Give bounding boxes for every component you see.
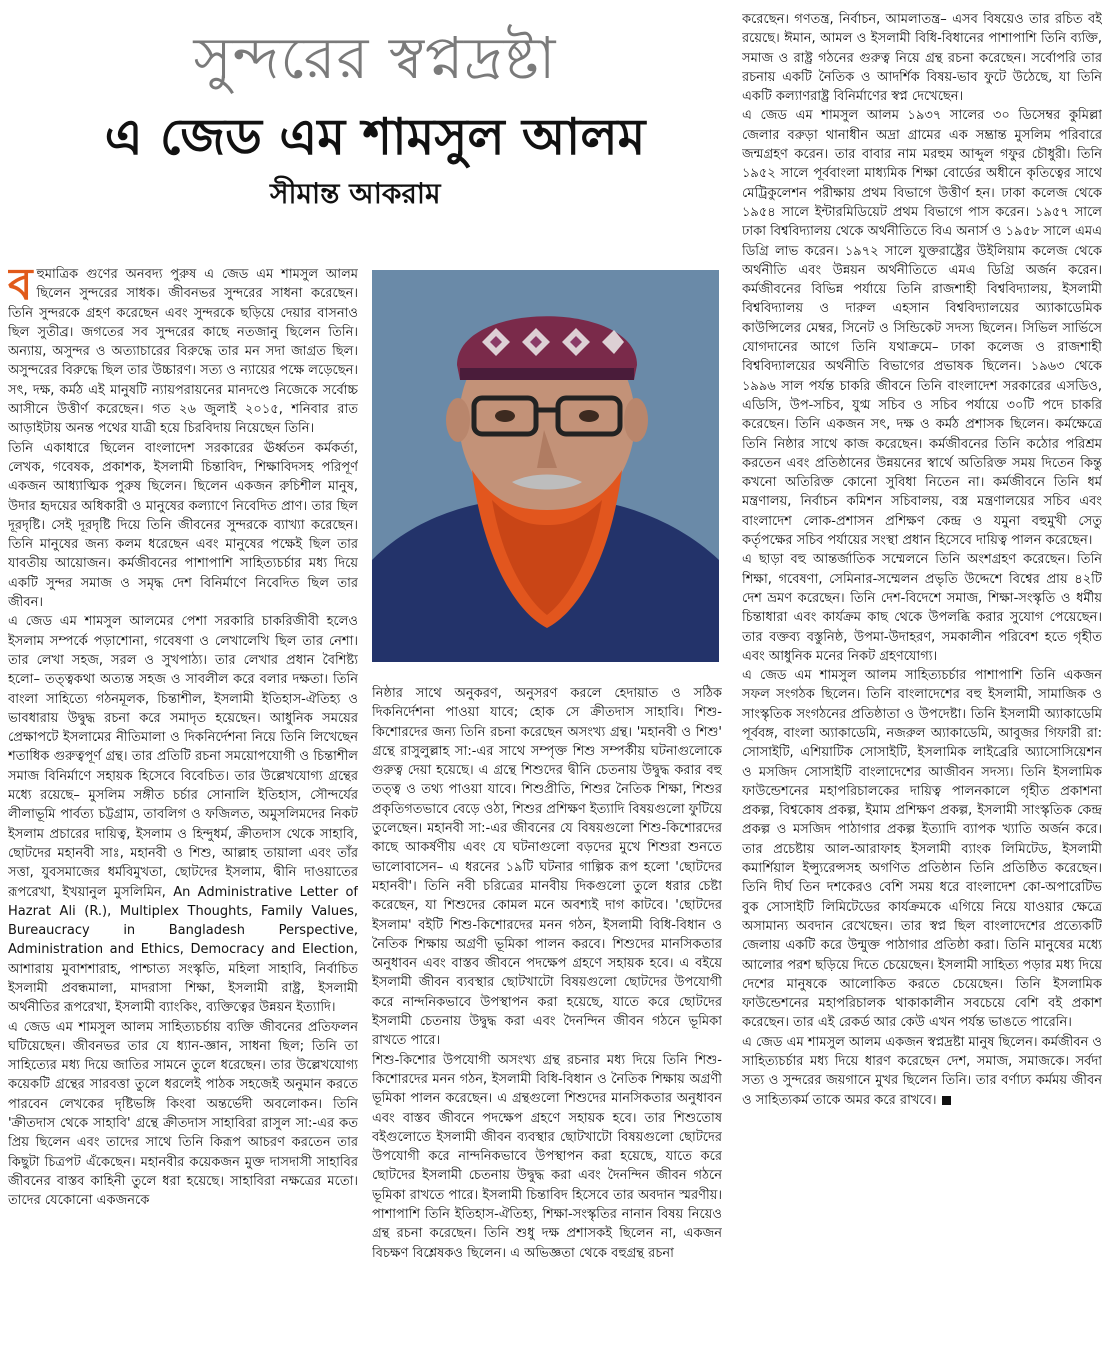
article-column-1 [8, 265, 358, 1360]
article-paragraph: এ জেড এম শামসুল আলম সাহিত্যচর্চায় ব্যক্তি জীবনের প্রতিফলন ঘটিয়েছেন। জীবনভর তার যে ধ্যান-জ্ঞান, সাধনা ছিল; তিনি তা সাহিত্যের মধ্য দিয়ে জাতির সামনে তুলে ধরেছেন। তার উল্লেখযোগ্য কয়েকটি গ্রন্থের সারবত্তা তুলে ধরলেই পাঠক সহজেই অনুমান করতে পারবেন লেখকের দৃষ্টিভঙ্গি কিংবা অন্তর্ভেদী অবলোকন। তিনি 'ক্রীতদাস থেকে সাহাবি' গ্রন্থে ক্রীতদাস সাহাবিরা রাসুল সা:-এর কত প্রিয় ছিলেন এবং তাদের সাথে তিনি কিরূপ আচরণ করতেন তার কিছুটা চিত্রপট এঁকেছেন। মহানবীর কয়েকজন মুক্ত দাসদাসী সাহাবির জীবনের বাস্তব কাহিনী তুলে ধরা হয়েছে। সাহাবিরা নক্ষত্রের মতো। তাদের যেকোনো একজনকে [8, 1019, 358, 1209]
article-paragraph: করেছেন। গণতন্ত্র, নির্বাচন, আমলাতন্ত্র– এসব বিষয়েও তার রচিত বই রয়েছে। ঈমান, আমল ও ইসলামী বিধি-বিধানের পাশাপাশি তিনি ব্যক্তি, সমাজ ও রাষ্ট্র গঠনের গুরুত্ব নিয়ে গ্রন্থ রচনা করেছেন। সর্বোপরি তার রচনায় একটি নৈতিক ও আদর্শিক বিষয়-ভাব ফুটে উঠেছে, যা তিনি একটি কল্যাণরাষ্ট্র বিনির্মাণের স্বপ্ন দেখেছেন। [742, 12, 1102, 105]
article-paragraph: এ জেড এম শামসুল আলম সাহিত্যচর্চার পাশাপাশি তিনি একজন সফল সংগঠক ছিলেন। তিনি বাংলাদেশের বহু ইসলামী, সামাজিক ও সাংস্কৃতিক সংগঠনের প্রতিষ্ঠাতা ও উপদেষ্টা। তিনি ইসলামী অ্যাকাডেমি পূর্ববঙ্গ, বাংলা অ্যাকাডেমি, নজরুল অ্যাকাডেমি, আবুজর গিফারী রা: সোসাইটি, এশিয়াটিক সোসাইটি, ইসলামিক লাইব্রেরি অ্যাসোসিয়েশন ও মসজিদ সোসাইটি বাংলাদেশের আজীবন সদস্য। তিনি ইসলামিক ফাউন্ডেশনের মহাপরিচালকের দায়িত্ব পালনকালে গৃহীত প্রকাশনা প্রকল্প, বিশ্বকোষ প্রকল্প, ইমাম প্রশিক্ষণ প্রকল্প, ইসলামী সাংস্কৃতিক কেন্দ্র প্রকল্প ও মসজিদ পাঠাগার প্রকল্প ইত্যাদি ব্যাপক খ্যাতি অর্জন করে। তার প্রচেষ্টায় আল-আরাফাহ ইসলামী ব্যাংক লিমিটেড, ইসলামী কমার্শিয়াল ইন্স্যুরেন্সসহ অগণিত প্রতিষ্ঠান তিনি প্রতিষ্ঠিত করেছেন। তিনি দীর্ঘ তিন দশকেরও বেশি সময় ধরে বাংলাদেশ কো-অপারেটিভ বুক সোসাইটি লিমিটেডের কার্যক্রমকে এগিয়ে নিয়ে যাওয়ার ক্ষেত্রে অসামান্য অবদান রেখেছেন। তার স্বপ্ন ছিল বাংলাদেশের প্রত্যেকটি জেলায় একটি করে উন্মুক্ত পাঠাগার প্রতিষ্ঠা করা। তিনি মানুষের মধ্যে আলোর পরশ ছড়িয়ে দিতে চেয়েছেন। ইসলামী সাহিত্য পড়ার মধ্য দিয়ে দেশের মানুষকে আলোকিত করতে চেয়েছেন। তিনি ইসলামিক ফাউন্ডেশনের মহাপরিচালক থাকাকালীন সবচেয়ে বেশি বই প্রকাশ করেছেন। তার এই রেকর্ড আর কেউ এখন পর্যন্ত ভাঙতে পারেনি। [742, 668, 1102, 1031]
article-paragraph: নিষ্ঠার সাথে অনুকরণ, অনুসরণ করলে হেদায়াত ও সঠিক দিকনির্দেশনা পাওয়া যাবে; হোক সে ক্রীতদাস সাহাবি। শিশু-কিশোরদের জন্য তিনি রচনা করেছেন অসংখ্য গ্রন্থ। 'মহানবী ও শিশু' গ্রন্থে রাসুলুল্লাহ সা:-এর সাথে সম্পৃক্ত শিশু সম্পর্কীয় ঘটনাগুলোকে গুরুত্ব দেয়া হয়েছে। এ গ্রন্থে শিশুদের দ্বীনি চেতনায় উদ্বুদ্ধ করার বহু তত্ত্ব ও তথ্য পাওয়া যাবে। শিশুপ্রীতি, শিশুর নৈতিক শিক্ষা, শিশুর প্রকৃতিগতভাবে বেড়ে ওঠা, শিশুর প্রশিক্ষণ ইত্যাদি বিষয়গুলো ফুটিয়ে তুলেছেন। মহানবী সা:-এর জীবনের যে বিষয়গুলো শিশু-কিশোরদের কাছে আকর্ষণীয় এবং যে ঘটনাগুলো বড়দের মুখে শিশুরা শুনতে ভালোবাসেন– এ ধরনের ১৯টি ঘটনার গাল্পিক রূপ হলো 'ছোটদের মহানবী'। তিনি নবী চরিত্রের মানবীয় দিকগুলো তুলে ধরার চেষ্টা করেছেন, যা শিশুদের কোমল মনে অবশ্যই দাগ কাটবে। 'ছোটদের ইসলাম' বইটি শিশু-কিশোরদের মনন গঠন, ইসলামী বিধি-বিধান ও নৈতিক শিক্ষায় অগ্রণী ভূমিকা পালন করবে। শিশুদের মানসিকতার অনুধাবন এবং বাস্তব জীবনে পদক্ষেপ গ্রহণে সহায়ক হবে। এ বইয়ে ইসলামী জীবন ব্যবস্থার ছোটখাটো বিষয়গুলো ছোটদের উপযোগী করে নান্দনিকভাবে উপস্থাপন করা হয়েছে, যাতে করে ছোটদের ইসলামী চেতনায় উদ্বুদ্ধ করা এবং দৈনন্দিন জীবন গঠনে ভূমিকা রাখতে পারে। [372, 686, 722, 1049]
article-paragraph: বহুমাত্রিক গুণের অনবদ্য পুরুষ এ জেড এম শামসুল আলম ছিলেন সুন্দরের সাধক। জীবনভর সুন্দরের সাধনা করেছেন। তিনি সুন্দরকে গ্রহণ করেছেন এবং সুন্দরকে ছড়িয়ে দেয়ার বাসনাও ছিল সুতীব্র। জগতের সব সুন্দরের কাছে নতজানু ছিলেন তিনি। অন্যায়, অসুন্দর ও অত্যাচারের বিরুদ্ধে তার মন সদা জাগ্রত ছিল। অসুন্দরের বিরুদ্ধে ছিল তার উচ্চারণ। সত্য ও ন্যায়ের পক্ষে লড়েছেন। সৎ, দক্ষ, কর্মঠ এই মানুষটি ন্যায়পরায়নের মানদণ্ডে নিজেকে সর্বোচ্চ আসীনে উত্তীর্ণ করেছেন। গত ২৬ জুলাই ২০১৫, শনিবার রাত আড়াইটায় অনন্ত পথের যাত্রী হয়ে চিরবিদায় নিয়েছেন তিনি। [8, 265, 358, 437]
article-column-2 [372, 684, 722, 1360]
portrait-photo [372, 270, 719, 662]
article-paragraph: এ জেড এম শামসুল আলমের পেশা সরকারি চাকরিজীবী হলেও ইসলাম সম্পর্কে পড়াশোনা, গবেষণা ও লেখালেখি ছিল তার নেশা। তার লেখা সহজ, সরল ও সুখপাঠ্য। তার লেখার প্রধান বৈশিষ্ট্য হলো– তত্ত্বকথা অত্যন্ত সহজ ও সাবলীল করে বলার দক্ষতা। তিনি বাংলা সাহিত্যে গঠনমূলক, চিন্তাশীল, ইসলামী ইতিহাস-ঐতিহ্য ও ভাবধারায় উদ্বুদ্ধ রচনা করে সমাদৃত হয়েছেন। আধুনিক সময়ের প্রেক্ষাপটে ইসলামের নীতিমালা ও দিকনির্দেশনা নিয়ে তিনি লিখেছেন শতাধিক গুরুত্বপূর্ণ গ্রন্থ। তার প্রতিটি রচনা সময়োপযোগী ও চিন্তাশীল সমাজ বিনির্মাণে সহায়ক হিসেবে বিবেচিত। তার উল্লেখযোগ্য গ্রন্থের মধ্যে রয়েছে– মুসলিম সঙ্গীত চর্চার সোনালি ইতিহাস, সৌন্দর্যের লীলাভূমি পার্বত্য চট্টগ্রাম, তাবলিগ ও ফজিলত, অমুসলিমদের নিকট ইসলাম প্রচারের দায়িত্ব, ইসলাম ও হিন্দুধর্ম, ক্রীতদাস থেকে সাহাবি, ছোটদের মহানবী সাঃ, মহানবী ও শিশু, আল্লাহ তায়ালা এবং তাঁর সত্তা, যুবসমাজের ধর্মবিমুখতা, ছোটদের ইসলাম, দ্বীনি দাওয়াতের রূপরেখা, ইখয়ানুল মুসলিমিন, An Administrative Letter of Hazrat Ali (R.), Multiplex Thoughts, Family Values, Bureaucracy in Bangladesh Perspective, Administration and Ethics, Democracy and Election, আশারায় মুবাশশারাহ, পাশ্চাত্য সংস্কৃতি, মহিলা সাহাবি, নির্বাচিত ইসলামী প্রবন্ধমালা, মাদরাসা শিক্ষা, ইসলামী রাষ্ট্র, ইসলামী অর্থনীতির রূপরেখা, ইসলামী ব্যাংকিং, ব্যক্তিত্বের উন্নয়ন ইত্যাদি। [8, 614, 358, 1016]
article-paragraph: এ ছাড়া বহু আন্তর্জাতিক সম্মেলনে তিনি অংশগ্রহণ করেছেন। তিনি শিক্ষা, গবেষণা, সেমিনার-সম্মেলন প্রভৃতি উদ্দেশে বিশ্বের প্রায় ৪২টি দেশ ভ্রমণ করেছেন। তিনি দেশ-বিদেশে সমাজ, শিক্ষা-সংস্কৃতি ও ধর্মীয় চিন্তাধারা এবং কার্যক্রম কাছ থেকে উপলব্ধি করার সুযোগ পেয়েছেন। তার বক্তব্য বস্তুনিষ্ঠ, উপমা-উদাহরণ, সমকালীন পরিবেশ হতে গৃহীত এবং আধুনিক মনের নিকট গ্রহণযোগ্য। [742, 552, 1102, 664]
dropcap-letter: ব [8, 265, 33, 310]
article-title-line-2: এ জেড এম শামসুল আলম [104, 108, 646, 166]
article-paragraph: তিনি একাধারে ছিলেন বাংলাদেশ সরকারের ঊর্ধ্বতন কর্মকর্তা, লেখক, গবেষক, প্রকাশক, ইসলামী চিন্তাবিদ, শিক্ষাবিদসহ পরিপূর্ণ একজন আধ্যাত্মিক পুরুষ ছিলেন। ছিলেন একজন রুচিশীল মানুষ, উদার হৃদয়ের অধিকারী ও মানুষের কল্যাণে নিবেদিত প্রাণ। তার ছিল দূরদৃষ্টি। সেই দূরদৃষ্টি দিয়ে তিনি জীবনের সুন্দরকে ব্যাখ্যা করেছেন। তিনি মানুষের জন্য কলম ধরেছেন এবং মানুষের পক্ষেই ছিল তার যাবতীয় আয়োজন। কর্মজীবনের পাশাপাশি সাহিত্যচর্চার মধ্য দিয়ে একটি সুন্দর সমাজ ও সমৃদ্ধ দেশ বিনির্মাণে নিবেদিত ছিল তার জীবন। [8, 440, 358, 611]
article-headline [30, 18, 720, 172]
article-paragraph: এ জেড এম শামসুল আলম ১৯৩৭ সালের ৩০ ডিসেম্বর কুমিল্লা জেলার বরুড়া থানাধীন অদ্রা গ্রামের এক সম্ভ্রান্ত মুসলিম পরিবারে জন্মগ্রহণ করেন। তার বাবার নাম মরহুম আব্দুল গফুর চৌধুরী। তিনি ১৯৫২ সালে পূর্ববাংলা মাধ্যমিক শিক্ষা বোর্ডের অধীনে কৃতিত্বের সাথে মেট্রিকুলেশন পরীক্ষায় প্রথম বিভাগে উত্তীর্ণ হন। ঢাকা কলেজ থেকে ১৯৫৪ সালে ইন্টারমিডিয়েট প্রথম বিভাগে পাস করেন। ১৯৫৭ সালে ঢাকা বিশ্ববিদ্যালয় থেকে অর্থনীতিতে বিএ অনার্স ও ১৯৫৮ সালে এমএ ডিগ্রি লাভ করেন। ১৯৭২ সালে যুক্তরাষ্ট্রের উইলিয়াম কলেজ থেকে অর্থনীতি এবং উন্নয়ন অর্থনীতিতে এমএ ডিগ্রি অর্জন করেন। কর্মজীবনের বিভিন্ন পর্যায়ে তিনি রাজশাহী বিশ্ববিদ্যালয়, ইসলামী বিশ্ববিদ্যালয় ও দারুল এহসান বিশ্ববিদ্যালয়ের অ্যাকাডেমিক কাউন্সিলের মেম্বর, সিনেট ও সিন্ডিকেট সদস্য ছিলেন। সিভিল সার্ভিসে যোগদানের আগে তিনি যথাক্রমে– ঢাকা কলেজ ও রাজশাহী বিশ্ববিদ্যালয়ের অর্থনীতি বিভাগের প্রভাষক ছিলেন। ১৯৬৩ থেকে ১৯৯৬ সাল পর্যন্ত চাকরি জীবনে তিনি বাংলাদেশ সরকারের এসডিও, এডিসি, উপ-সচিব, যুগ্ম সচিব ও সচিব পর্যায়ে ৩০টি পদে চাকরি করেছেন। তিনি একজন সৎ, দক্ষ ও কর্মঠ প্রশাসক ছিলেন। কর্মক্ষেত্রে তিনি নিষ্ঠার সাথে কাজ করেছেন। কর্মজীবনের তিনি কঠোর পরিশ্রম করতেন এবং প্রতিষ্ঠানের উন্নয়নের স্বার্থে অতিরিক্ত সময় দিতেন কিন্তু কখনো অতিরিক্ত কোনো সুবিধা নিতেন না। কর্মজীবনে তিনি ধর্ম মন্ত্রণালয়, নির্বাচন কমিশন সচিবালয়, বস্ত্র মন্ত্রণালয়ের সচিব এবং বাংলাদেশ লোক-প্রশাসন প্রশিক্ষণ কেন্দ্র ও যমুনা বহুমুখী সেতু কর্তৃপক্ষের সচিব পর্যায়ের সংস্থা প্রধান হিসেবে দায়িত্ব পালন করেছেন। [742, 108, 1102, 549]
author-byline: সীমান্ত আকরাম [270, 177, 441, 210]
article-paragraph: এ জেড এম শামসুল আলম একজন স্বপ্নদ্রষ্টা মানুষ ছিলেন। কর্মজীবন ও সাহিত্যচর্চার মধ্য দিয়ে ধারণ করেছেন দেশ, সমাজ, সমাজকে। সর্বদা সত্য ও সুন্দরের জয়গানে মুখর ছিলেন তিনি। তার বর্ণাঢ্য কর্মময় জীবন ও সাহিত্যকর্ম তাকে অমর করে রাখবে। [742, 1034, 1102, 1108]
end-of-article-mark [942, 1096, 951, 1105]
article-title-line-1: সুন্দরের স্বপ্নদ্রষ্টা [193, 24, 557, 92]
article-column-3 [742, 10, 1102, 1360]
article-paragraph: শিশু-কিশোর উপযোগী অসংখ্য গ্রন্থ রচনার মধ্য দিয়ে তিনি শিশু-কিশোরদের মনন গঠন, ইসলামী বিধি-বিধান ও নৈতিক শিক্ষায় অগ্রণী ভূমিকা পালন করেছেন। এ গ্রন্থগুলো শিশুদের মানসিকতার অনুধাবন এবং বাস্তব জীবনে পদক্ষেপ গ্রহণে সহায়ক হবে। তার শিশুতোষ বইগুলোতে ইসলামী জীবন ব্যবস্থার ছোটখাটো বিষয়গুলো ছোটদের উপযোগী করে নান্দনিকভাবে উপস্থাপন করা হয়েছে, যাতে করে ছোটদের ইসলামী চেতনায় উদ্বুদ্ধ করা এবং দৈনন্দিন জীবন গঠনে ভূমিকা রাখতে পারে। ইসলামী চিন্তাবিদ হিসেবে তার অবদান স্মরণীয়। পাশাপাশি তিনি ইতিহাস-ঐতিহ্য, শিক্ষা-সংস্কৃতির নানান বিষয় নিয়েও গ্রন্থ রচনা করেছেন। তিনি শুধু দক্ষ প্রশাসকই ছিলেন না, একজন বিচক্ষণ বিশ্লেষকও ছিলেন। এ অভিজ্ঞতা থেকে বহুগ্রন্থ রচনা [372, 1052, 722, 1261]
